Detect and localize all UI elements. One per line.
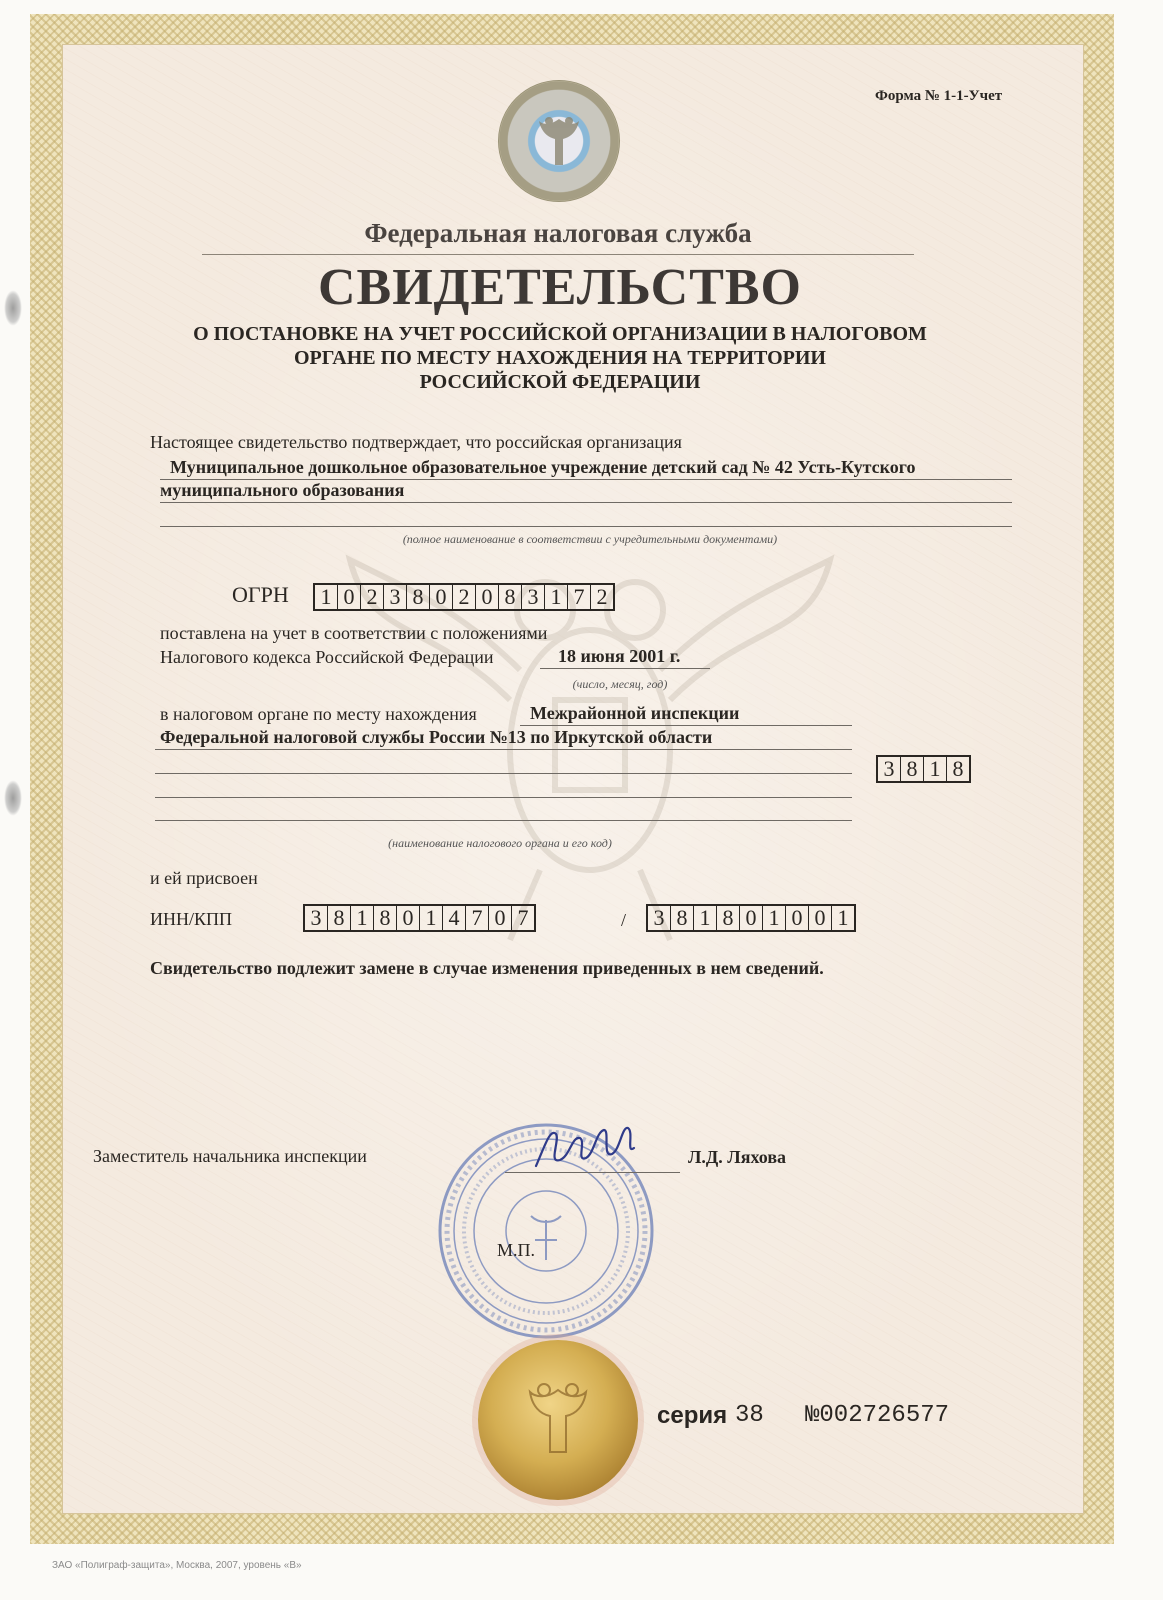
digit-cell: 2 xyxy=(596,584,608,609)
tax-authority-name-line1: Межрайонной инспекции xyxy=(530,703,740,723)
digit-cell: 0 xyxy=(430,585,453,609)
signatory-name: Л.Д. Ляхова xyxy=(688,1147,787,1167)
fill-line xyxy=(155,749,852,750)
inn-kpp-label: ИНН/КПП xyxy=(150,909,233,929)
digit-cell: 0 xyxy=(476,585,499,609)
tax-authority-name-line2: Федеральной налоговой службы России №13 по Иркутской области xyxy=(160,727,713,747)
digit-cell: 1 xyxy=(763,906,786,930)
digit-cell: 7 xyxy=(466,906,489,930)
fill-line xyxy=(155,773,852,774)
registration-date: 18 июня 2001 г. xyxy=(558,646,681,666)
digit-cell: 8 xyxy=(499,585,522,609)
digit-cell: 0 xyxy=(740,906,763,930)
ogrn-digit-boxes xyxy=(313,583,615,611)
series-value: 38 xyxy=(735,1402,764,1429)
subtitle-line: ОРГАНЕ ПО МЕСТУ НАХОЖДЕНИЯ НА ТЕРРИТОРИИ xyxy=(293,347,826,369)
digit-cell: 0 xyxy=(397,906,420,930)
digit-cell: 1 xyxy=(924,757,947,781)
digit-cell: 8 xyxy=(952,756,964,781)
digit-cell: 8 xyxy=(901,757,924,781)
digit-cell: 8 xyxy=(671,906,694,930)
organization-name-line1: Муниципальное дошкольное образовательное учреждение детский сад № 42 Усть-Кутского xyxy=(170,457,916,477)
digit-cell: 1 xyxy=(837,905,849,930)
digit-cell: 8 xyxy=(717,906,740,930)
serial-number: №002726577 xyxy=(805,1402,950,1429)
digit-cell: 0 xyxy=(489,906,512,930)
digit-cell: 1 xyxy=(545,585,568,609)
digit-cell: 7 xyxy=(517,905,529,930)
inn-digit-boxes xyxy=(303,904,536,932)
organization-name-line2: муниципального образования xyxy=(160,480,405,500)
ogrn-label: ОГРН xyxy=(232,582,289,607)
digit-cell: 0 xyxy=(786,906,809,930)
digit-cell: 0 xyxy=(809,906,832,930)
stamp-mark: М.П. xyxy=(497,1240,536,1260)
inn-kpp-separator: / xyxy=(621,910,627,930)
intro-text: Настоящее свидетельство подтверждает, что российская организация xyxy=(150,432,682,452)
subtitle-line: РОССИЙСКОЙ ФЕДЕРАЦИИ xyxy=(419,371,701,393)
digit-cell: 7 xyxy=(568,585,591,609)
assigned-text: и ей присвоен xyxy=(150,868,258,888)
digit-cell: 1 xyxy=(315,585,338,609)
digit-cell: 8 xyxy=(407,585,430,609)
digit-cell: 3 xyxy=(305,906,328,930)
punch-hole xyxy=(4,290,22,326)
replacement-notice: Свидетельство подлежит замене в случае изменения приведенных в нем сведений. xyxy=(150,958,824,978)
handwritten-signature-icon xyxy=(530,1118,640,1180)
digit-cell: 2 xyxy=(361,585,384,609)
digit-cell: 1 xyxy=(420,906,443,930)
document-title: СВИДЕТЕЛЬСТВО xyxy=(317,259,803,316)
kpp-digit-boxes xyxy=(646,904,856,932)
digit-cell: 8 xyxy=(374,906,397,930)
fill-line xyxy=(160,502,1012,503)
document-subtitle xyxy=(160,322,960,394)
digit-cell: 1 xyxy=(351,906,374,930)
fill-line xyxy=(520,725,852,726)
fill-line xyxy=(155,820,852,821)
fill-line xyxy=(160,526,1012,527)
digit-cell: 1 xyxy=(694,906,717,930)
fill-line xyxy=(540,668,710,669)
date-hint: (число, месяц, год) xyxy=(572,677,668,691)
tax-authority-hint: (наименование налогового органа и его код) xyxy=(388,836,612,850)
digit-cell: 0 xyxy=(338,585,361,609)
digit-cell: 3 xyxy=(384,585,407,609)
digit-cell: 2 xyxy=(453,585,476,609)
form-number: Форма № 1-1-Учет xyxy=(875,88,1003,104)
digit-cell: 3 xyxy=(522,585,545,609)
digit-cell: 3 xyxy=(648,906,671,930)
hologram-emblem-icon xyxy=(498,80,620,202)
fill-line xyxy=(155,797,852,798)
gold-emblem-seal-icon xyxy=(478,1340,638,1500)
signatory-position: Заместитель начальника инспекции xyxy=(93,1146,367,1166)
tax-authority-code-boxes xyxy=(876,755,971,783)
printer-info: ЗАО «Полиграф-защита», Москва, 2007, уровень «В» xyxy=(52,1560,302,1571)
digit-cell: 4 xyxy=(443,906,466,930)
agency-name: Федеральная налоговая служба xyxy=(364,218,752,248)
registration-line2: Налогового кодекса Российской Федерации xyxy=(160,647,494,667)
digit-cell: 3 xyxy=(878,757,901,781)
subtitle-line: О ПОСТАНОВКЕ НА УЧЕТ РОССИЙСКОЙ ОРГАНИЗАЦИИ В НАЛОГОВОМ xyxy=(193,323,927,345)
registration-line1: поставлена на учет в соответствии с положениями xyxy=(160,623,548,643)
digit-cell: 8 xyxy=(328,906,351,930)
tax-authority-prefix: в налоговом органе по месту нахождения xyxy=(160,704,477,724)
title-divider xyxy=(202,254,914,255)
series-label: серия xyxy=(657,1402,728,1429)
punch-hole xyxy=(4,780,22,816)
organization-hint: (полное наименование в соответствии с учредительными документами) xyxy=(402,532,778,546)
